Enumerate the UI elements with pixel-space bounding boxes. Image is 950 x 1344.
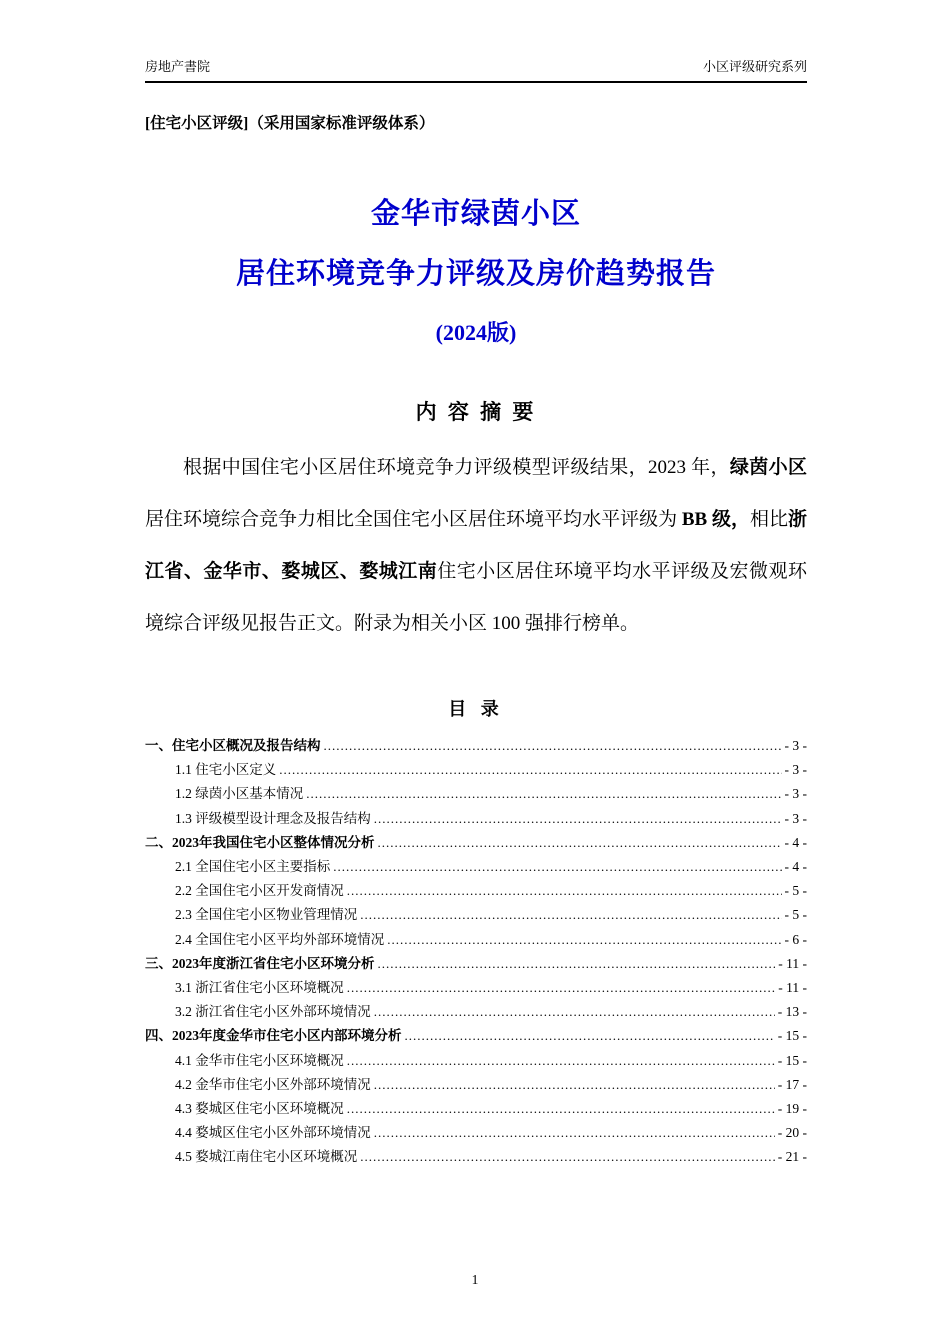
toc-item-page-number: - 11 - — [778, 980, 807, 996]
abstract-segment: 居住环境综合竞争力相比全国住宅小区居住环境平均水平评级为 — [145, 509, 682, 530]
toc-item-leader-dots — [279, 758, 781, 782]
toc-item[interactable] — [145, 903, 807, 927]
abstract-segment: 根据中国住宅小区居住环境竞争力评级模型评级结果，2023 年， — [183, 457, 730, 478]
toc-item-label: 三、2023年度浙江省住宅小区环境分析 — [145, 955, 375, 971]
toc-item[interactable] — [145, 855, 807, 879]
toc-item-page-number: - 5 - — [784, 883, 807, 899]
toc-item-page-number: - 15 - — [777, 1052, 807, 1068]
toc-item[interactable] — [145, 1145, 807, 1169]
toc-item-label: 4.3 婺城区住宅小区环境概况 — [175, 1101, 344, 1117]
toc-item[interactable] — [145, 1121, 807, 1145]
toc-item-leader-dots — [374, 1073, 775, 1097]
toc-item-label: 4.2 金华市住宅小区外部环境情况 — [175, 1076, 371, 1092]
header-right-text: 小区评级研究系列 — [702, 59, 807, 74]
toc-item-page-number: - 6 - — [784, 931, 807, 947]
toc-item[interactable] — [145, 1097, 807, 1121]
toc-item-page-number: - 3 - — [784, 762, 807, 778]
toc-item-leader-dots — [347, 1049, 775, 1073]
header-rule — [145, 81, 807, 83]
toc-item-page-number: - 17 - — [777, 1076, 807, 1092]
toc-item-label: 4.1 金华市住宅小区环境概况 — [175, 1052, 344, 1068]
toc-item-leader-dots — [360, 903, 781, 927]
toc-item-label: 1.3 评级模型设计理念及报告结构 — [175, 810, 371, 826]
toc-item-label: 2.1 全国住宅小区主要指标 — [175, 859, 331, 875]
toc-item-page-number: - 4 - — [784, 834, 807, 850]
toc-item-leader-dots — [347, 976, 776, 1000]
toc-item-leader-dots — [405, 1024, 775, 1048]
toc-item[interactable] — [145, 758, 807, 782]
toc-item-leader-dots — [378, 831, 782, 855]
toc-item-label: 2.4 全国住宅小区平均外部环境情况 — [175, 931, 385, 947]
toc-item[interactable] — [145, 1000, 807, 1024]
page-number: 1 — [471, 1272, 479, 1287]
toc-heading: 目 录 — [448, 699, 504, 719]
toc-item-label: 四、2023年度金华市住宅小区内部环境分析 — [145, 1028, 402, 1044]
toc-item-page-number: - 19 - — [777, 1101, 807, 1117]
toc-item-leader-dots — [324, 734, 782, 758]
toc-item-leader-dots — [333, 855, 781, 879]
toc-item[interactable] — [145, 976, 807, 1000]
toc-item[interactable] — [145, 952, 807, 976]
toc-item-leader-dots — [378, 952, 776, 976]
toc-item-page-number: - 20 - — [777, 1125, 807, 1141]
toc-item-page-number: - 13 - — [777, 1004, 807, 1020]
toc-item-label: 二、2023年我国住宅小区整体情况分析 — [145, 834, 375, 850]
report-tag: [住宅小区评级]（采用国家标准评级体系） — [145, 115, 435, 132]
report-title-line1: 金华市绿茵小区 — [370, 198, 581, 230]
toc-item[interactable] — [145, 1024, 807, 1048]
table-of-contents — [145, 734, 807, 1170]
toc-item-label: 2.2 全国住宅小区开发商情况 — [175, 883, 344, 899]
abstract-segment: 浙江省、金华市、婺城区、婺城江南 — [145, 509, 807, 582]
toc-item[interactable] — [145, 734, 807, 758]
toc-item-leader-dots — [374, 807, 782, 831]
toc-item-leader-dots — [374, 1000, 775, 1024]
toc-item[interactable] — [145, 1073, 807, 1097]
toc-item-label: 一、住宅小区概况及报告结构 — [145, 738, 321, 753]
toc-item-leader-dots — [387, 928, 781, 952]
report-title-edition: (2024版) — [435, 320, 517, 345]
toc-item-leader-dots — [347, 1097, 775, 1121]
toc-item-label: 1.2 绿茵小区基本情况 — [175, 786, 304, 802]
document-header — [145, 56, 807, 81]
toc-item-leader-dots — [360, 1145, 775, 1169]
abstract-segment: 住宅小区居住环境平均水平评级及宏微观环境综合评级见报告正文。附录为相关小区 100 强排行榜单。 — [145, 561, 807, 634]
abstract-segment: BB 级， — [681, 509, 750, 530]
toc-item[interactable] — [145, 807, 807, 831]
header-left-text: 房地产書院 — [145, 59, 211, 74]
toc-item-leader-dots — [374, 1121, 775, 1145]
abstract-segment: 相比 — [749, 509, 788, 530]
toc-item-label: 2.3 全国住宅小区物业管理情况 — [175, 907, 358, 923]
abstract-heading: 内 容 摘 要 — [415, 400, 537, 424]
toc-item-page-number: - 21 - — [777, 1149, 807, 1165]
toc-item-page-number: - 3 - — [784, 738, 807, 753]
toc-item-label: 4.5 婺城江南住宅小区环境概况 — [175, 1149, 358, 1165]
toc-item-label: 1.1 住宅小区定义 — [175, 762, 277, 778]
toc-item[interactable] — [145, 1049, 807, 1073]
report-title-line2: 居住环境竞争力评级及房价趋势报告 — [235, 258, 716, 290]
toc-item-leader-dots — [306, 782, 781, 806]
toc-item-page-number: - 3 - — [784, 786, 807, 802]
toc-item-page-number: - 3 - — [784, 810, 807, 826]
toc-item[interactable] — [145, 928, 807, 952]
toc-item[interactable] — [145, 831, 807, 855]
toc-item[interactable] — [145, 879, 807, 903]
toc-item-page-number: - 5 - — [784, 907, 807, 923]
toc-item-label: 3.2 浙江省住宅小区外部环境情况 — [175, 1004, 371, 1020]
page-footer — [0, 1272, 950, 1288]
toc-item[interactable] — [145, 782, 807, 806]
toc-item-leader-dots — [347, 879, 782, 903]
abstract-segment: 绿茵小区 — [729, 457, 807, 478]
abstract-paragraph — [145, 442, 807, 650]
toc-item-page-number: - 11 - — [778, 955, 807, 971]
toc-item-page-number: - 15 - — [777, 1028, 807, 1044]
toc-item-page-number: - 4 - — [784, 859, 807, 875]
toc-item-label: 4.4 婺城区住宅小区外部环境情况 — [175, 1125, 371, 1141]
toc-item-label: 3.1 浙江省住宅小区环境概况 — [175, 980, 344, 996]
